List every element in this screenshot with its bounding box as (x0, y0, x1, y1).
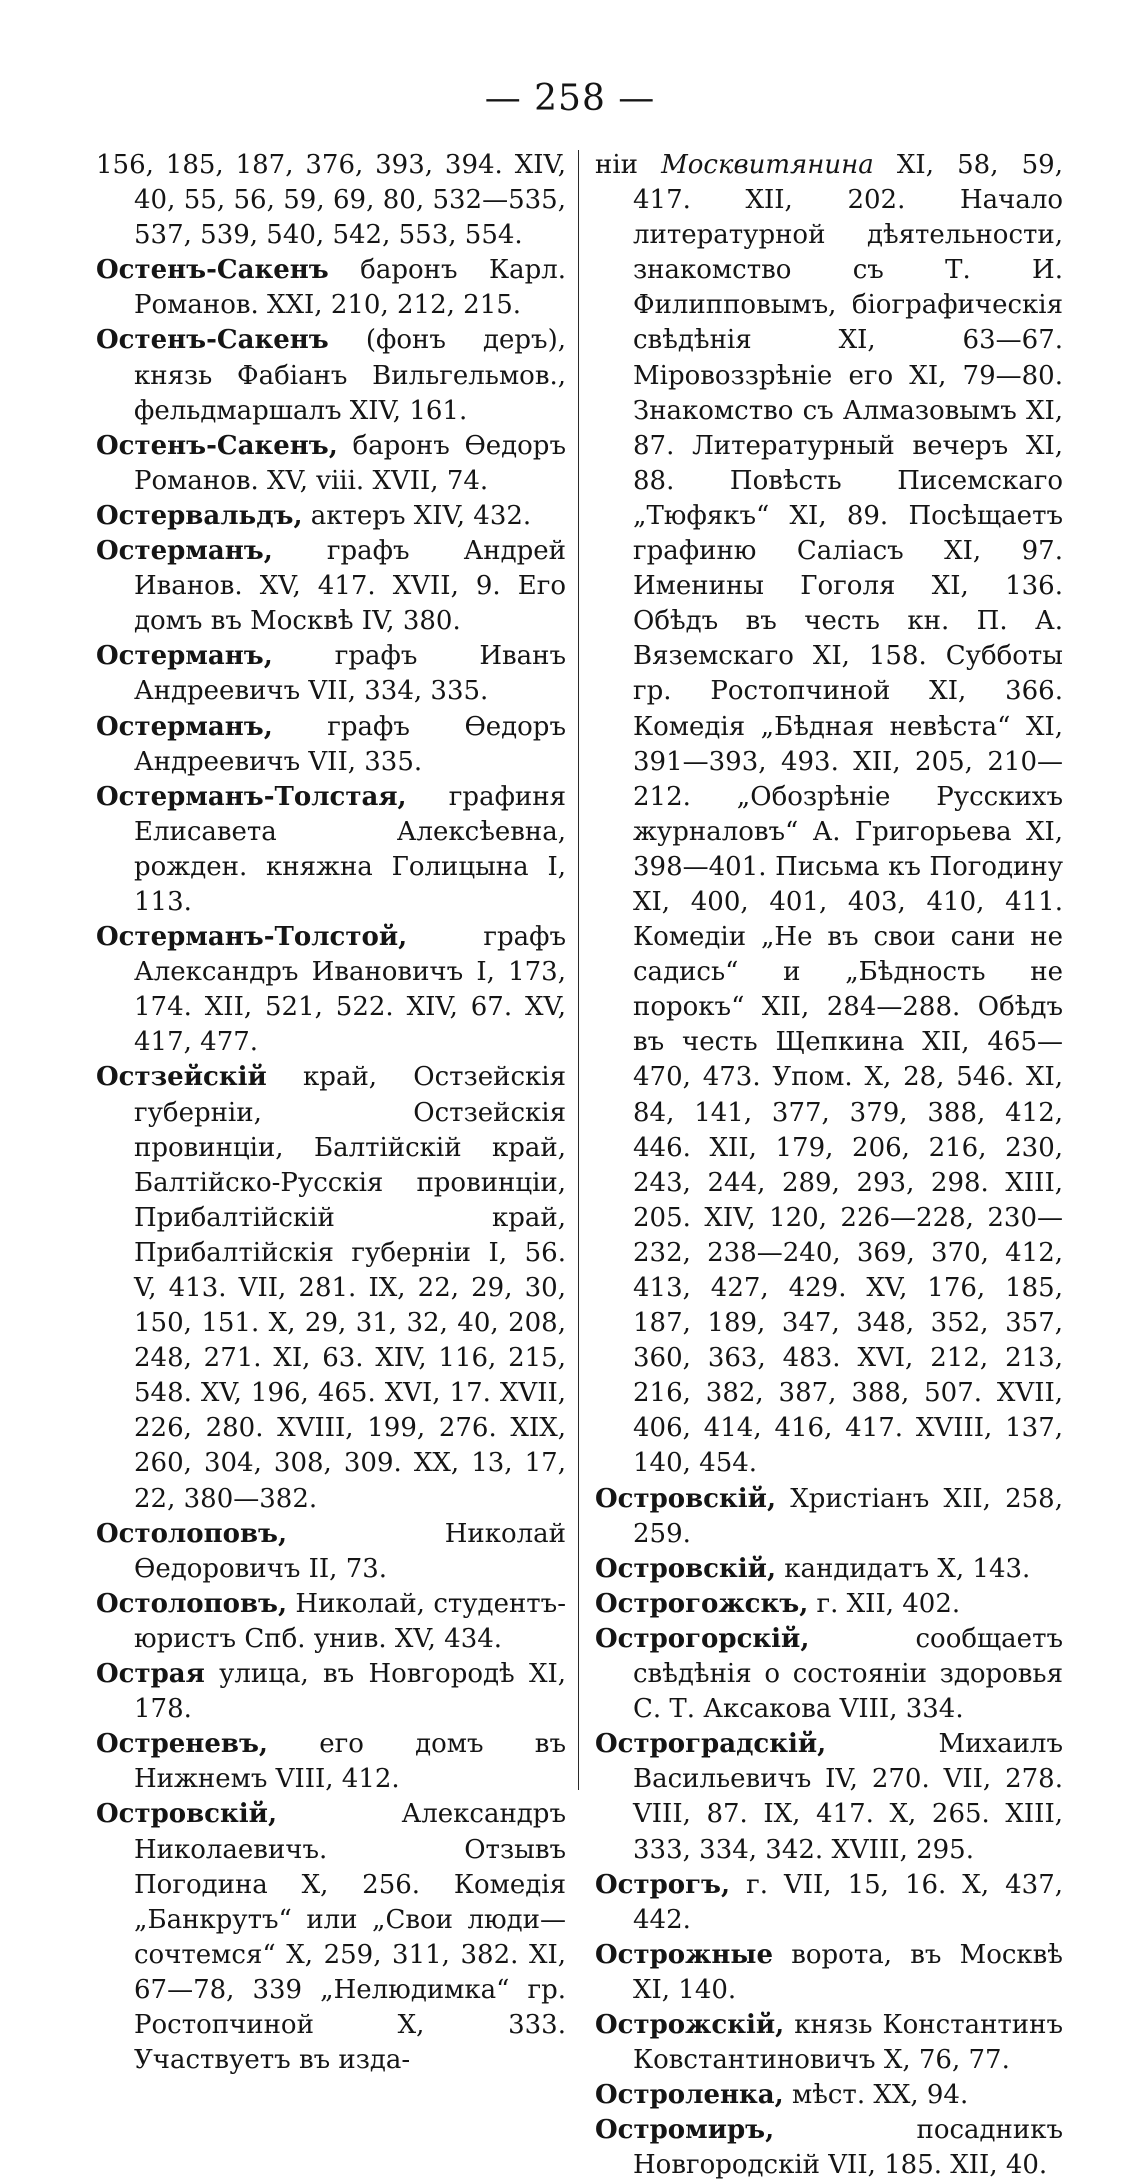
entry-text: графъ Ѳедоръ Андреевичъ VII, 335. (134, 711, 566, 777)
entry-heading: Остзейскій (96, 1062, 267, 1093)
index-entry (595, 1868, 1063, 1938)
entry-text: 156, 185, 187, 376, 393, 394. XIV, 40, 55, 56, 59, 69, 80, 532—535, 537, 539, 540, 542, 553, 554. (96, 150, 566, 251)
entry-text: ворота, въ Москвѣ XI, 140. (633, 1939, 1063, 2005)
index-column-left (96, 148, 566, 2078)
index-entry (96, 1587, 566, 1657)
index-column-right (595, 148, 1063, 2183)
entry-text: его домъ въ Нижнемъ VIII, 412. (134, 1729, 566, 1795)
entry-heading: Острая (96, 1659, 205, 1690)
index-entry (96, 1060, 566, 1516)
entry-text: сообщаетъ свѣдѣнія о состояніи здоровья С. Т. Аксакова VIII, 334. (633, 1623, 1063, 1725)
entry-text: графиня Елисавета Алексѣевна, рожден. княжна Голицына I, 113. (134, 781, 566, 917)
entry-text: графъ Александръ Ивановичъ I, 173, 174. XII, 521, 522. XIV, 67. XV, 417, 477. (134, 922, 566, 1058)
entry-heading: Острожскій, (595, 2009, 785, 2040)
entry-heading: Острогожскъ, (595, 1588, 809, 1619)
entry-text: XI, 58, 59, 417. XII, 202. Начало литературной дѣятельности, знакомство съ Т. И. Филипповымъ, біографическія свѣдѣнія XI, 63—67. Міровоззрѣніе его XI, 79—80. Знакомство съ Алмазовымъ XI, 87. Литературный вечеръ XI, 88. Повѣсть Писемскаго „Тюфякъ“ XI, 89. Посѣщаетъ графиню Саліасъ XI, 97. Именины Гоголя XI, 136. Обѣдъ въ честь кн. П. А. Вяземскаго XI, 158. Субботы гр. Ростопчиной XI, 366. Комедія „Бѣдная невѣста“ XI, 391—393, 493. XII, 205, 210—212. „Обозрѣніе Русскихъ журналовъ“ А. Григорьева XI, 398—401. Письма къ Погодину XI, 400, 401, 403, 410, 411. Комедіи „Не въ свои сани не садись“ и „Бѣдность не порокъ“ XII, 284—288. Обѣдъ въ честь Щепкина XII, 465—470, 473. Упом. X, 28, 546. XI, 84, 141, 377, 379, 388, 412, 446. XII, 179, 206, 216, 230, 243, 244, 289, 293, 298. XIII, 205. XIV, 120, 226—228, 230—232, 238—240, 369, 370, 412, 413, 427, 429. XV, 176, 185, 187, 189, 347, 348, 352, 357, 360, 363, 483. XVI, 212, 213, 216, 382, 387, 388, 507. XVII, 406, 414, 416, 417. XVIII, 137, 140, 454. (633, 150, 1063, 1479)
entry-heading: Остроградскій, (595, 1729, 827, 1760)
entry-heading: Остерманъ, (96, 711, 273, 742)
index-entry (595, 2113, 1063, 2183)
index-entry (96, 639, 566, 709)
index-entry (96, 253, 566, 323)
entry-text: актеръ XIV, 432. (302, 500, 532, 531)
index-entry (96, 499, 566, 534)
entry-text: баронъ Ѳедоръ Романов. XV, viii. XVII, 74. (134, 430, 566, 496)
entry-text: графъ Иванъ Андреевичъ VII, 334, 335. (134, 641, 566, 707)
entry-text: мѣст. XX, 94. (783, 2080, 969, 2111)
entry-heading: Островскій, (96, 1799, 277, 1830)
entry-heading: Остервальдъ, (96, 500, 303, 531)
index-entry (96, 323, 566, 428)
index-entry (595, 1552, 1063, 1587)
entry-heading: Остенъ-Сакенъ, (96, 430, 338, 461)
index-entry (96, 429, 566, 499)
index-entry (96, 1727, 566, 1797)
entry-heading: Остерманъ, (96, 536, 273, 567)
entry-text: улица, въ Новгородѣ XI, 178. (134, 1659, 566, 1725)
column-divider (578, 150, 579, 1790)
entry-heading: Остенъ-Сакенъ (96, 255, 329, 286)
index-entry (96, 1517, 566, 1587)
index-entry (595, 1938, 1063, 2008)
entry-text: посадникъ Новгородскій VII, 185. XII, 40. (633, 2115, 1063, 2181)
index-entry (595, 1482, 1063, 1552)
entry-text: Александръ Николаевичъ. Отзывъ Погодина X, 256. Комедія „Банкрутъ“ или „Свои люди—сочтемся“ X, 259, 311, 382. XI, 67—78, 339 „Нелюдимка“ гр. Ростопчиной X, 333. Участвуетъ въ изда- (134, 1799, 566, 2076)
entry-heading: Острожные (595, 1939, 774, 1970)
entry-text: г. VII, 15, 16. X, 437, 442. (633, 1869, 1063, 1935)
entry-italic: Москвитянина (661, 150, 874, 180)
entry-text: князь Константинъ Ковстантиновичъ X, 76, 77. (633, 2009, 1063, 2076)
entry-heading: Остерманъ-Толстая, (96, 781, 407, 812)
index-entry (96, 1657, 566, 1727)
entry-text: кандидатъ X, 143. (776, 1553, 1031, 1584)
index-entry (595, 148, 1063, 1482)
index-entry (595, 2078, 1063, 2113)
entry-text: графъ Андрей Иванов. XV, 417. XVII, 9. Его домъ въ Москвѣ IV, 380. (134, 536, 566, 637)
page-number: — 258 — (484, 78, 656, 119)
entry-text: баронъ Карл. Романов. XXI, 210, 212, 215. (134, 255, 566, 321)
index-entry (96, 780, 566, 920)
index-entry (595, 1587, 1063, 1622)
entry-heading: Остреневъ, (96, 1729, 268, 1760)
entry-text: г. XII, 402. (808, 1588, 961, 1619)
index-entry (96, 1797, 566, 2078)
index-entry (595, 1727, 1063, 1867)
entry-heading: Остерманъ-Толстой, (96, 922, 408, 953)
entry-heading: Острогорскій, (595, 1623, 810, 1654)
entry-heading: Острогъ, (595, 1869, 731, 1900)
index-entry (595, 2008, 1063, 2078)
entry-text: ніи (595, 150, 662, 180)
entry-heading: Остроленка, (595, 2080, 784, 2111)
entry-text: (фонъ деръ), князь Фабіанъ Вильгельмов., фельдмаршалъ XIV, 161. (134, 325, 566, 426)
index-entry (96, 534, 566, 639)
entry-heading: Остолоповъ, (96, 1588, 288, 1619)
entry-heading: Островскій, (595, 1553, 776, 1584)
entry-heading: Остерманъ, (96, 641, 273, 672)
entry-text: Николай, студентъ-юристъ Спб. унив. XV, 434. (134, 1588, 566, 1654)
index-entry (96, 920, 566, 1060)
entry-heading: Островскій, (595, 1483, 776, 1514)
entry-text: Николай Ѳедоровичъ II, 73. (134, 1518, 566, 1584)
index-entry (595, 1622, 1063, 1727)
index-entry (96, 710, 566, 780)
entry-heading: Остенъ-Сакенъ (96, 325, 329, 356)
index-entry (96, 148, 566, 253)
entry-text: край, Остзейскія губерніи, Остзейскія провинціи, Балтійскій край, Балтійско-Русскія провинціи, Прибалтійскій край, Прибалтійскія губерніи I, 56. V, 413. VII, 281. IX, 22, 29, 30, 150, 151. X, 29, 31, 32, 40, 208, 248, 271. XI, 63. XIV, 116, 215, 548. XV, 196, 465. XVI, 17. XVII, 226, 280. XVIII, 199, 276. XIX, 260, 304, 308, 309. XX, 13, 17, 22, 380—382. (134, 1062, 566, 1514)
entry-text: Михаилъ Васильевичъ IV, 270. VII, 278. VIII, 87. IX, 417. X, 265. XIII, 333, 334, 342. XVIII, 295. (633, 1729, 1063, 1865)
entry-text: Христіанъ XII, 258, 259. (633, 1483, 1063, 1549)
entry-heading: Остромиръ, (595, 2115, 775, 2146)
entry-heading: Остолоповъ, (96, 1518, 288, 1549)
